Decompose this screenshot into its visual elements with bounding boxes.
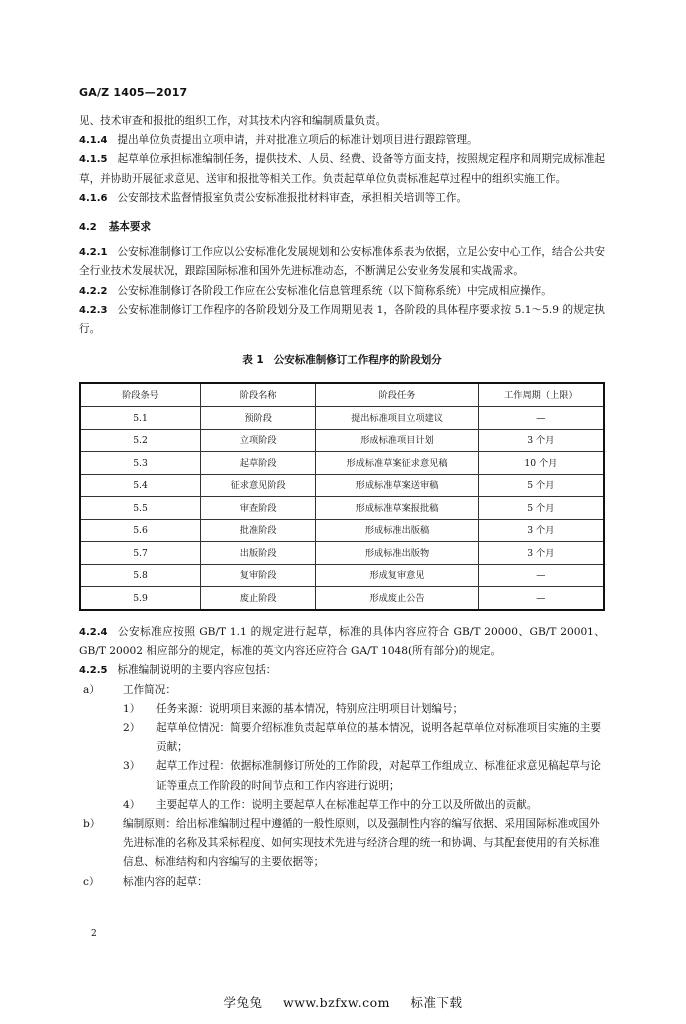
page-number: 2 xyxy=(91,929,97,939)
table-row xyxy=(80,497,604,520)
list-item xyxy=(79,681,605,700)
table-row xyxy=(80,452,604,475)
clause-number: 4.2.1 xyxy=(79,247,108,259)
table-cell: 3 个月 xyxy=(478,429,604,452)
table-cell: 出版阶段 xyxy=(201,542,316,565)
clause-4-1-5 xyxy=(79,150,605,188)
clause-number: 4.1.5 xyxy=(79,154,108,166)
table-row xyxy=(80,542,604,565)
clause-4-2-1 xyxy=(79,243,605,281)
watermark-footer xyxy=(0,993,686,1011)
clause-4-2-5 xyxy=(79,661,605,680)
clause-4-2-2 xyxy=(79,282,605,301)
list-item xyxy=(79,700,605,719)
table-cell: 复审阶段 xyxy=(201,564,316,587)
table-row xyxy=(80,429,604,452)
table-row xyxy=(80,587,604,610)
table-cell: 5.8 xyxy=(80,564,201,587)
table-cell: 批准阶段 xyxy=(201,519,316,542)
table-cell: 形成废止公告 xyxy=(316,587,478,610)
table-cell: 5 个月 xyxy=(478,474,604,497)
table-cell: 10 个月 xyxy=(478,452,604,475)
list-item-text: 主要起草人的工作：说明主要起草人在标准起草工作中的分工以及所做出的贡献。 xyxy=(156,798,538,811)
clause-text: 公安标准制修订工作程序的各阶段划分及工作周期见表 1，各阶段的具体程序要求按 5.1～5.9 的规定执行。 xyxy=(79,303,605,336)
table-cell: 起草阶段 xyxy=(201,452,316,475)
list-marker: b） xyxy=(83,817,101,830)
section-number: 4.2 xyxy=(79,222,97,234)
list-item-text: 起草单位情况：简要介绍标准负责起草单位的基本情况，说明各起草单位对标准项目实施的主要贡献； xyxy=(156,721,601,754)
table-cell: 3 个月 xyxy=(478,519,604,542)
clause-text: 起草单位承担标准编制任务，提供技术、人员、经费、设备等方面支持，按照规定程序和周期完成标准起草，并协助开展征求意见、送审和报批等相关工作。负责起草单位负责标准起草过程中的组织实施工作。 xyxy=(79,153,605,185)
table-cell: 3 个月 xyxy=(478,542,604,565)
clause-4-1-4 xyxy=(79,131,605,150)
list-marker: c） xyxy=(83,875,100,888)
table-cell: — xyxy=(478,587,604,610)
list-item xyxy=(79,815,605,873)
table-cell: 5.1 xyxy=(80,407,201,430)
clause-text: 提出单位负责提出立项申请，并对批准立项后的标准计划项目进行跟踪管理。 xyxy=(117,134,478,147)
table-row xyxy=(80,519,604,542)
stage-table xyxy=(79,382,605,611)
table-cell: 废止阶段 xyxy=(201,587,316,610)
list-item xyxy=(79,796,605,815)
header-cell-stage-name: 阶段名称 xyxy=(201,383,316,407)
table-cell: — xyxy=(478,407,604,430)
table-cell: 形成标准草案报批稿 xyxy=(316,497,478,520)
document-body xyxy=(79,112,605,892)
table-cell: 形成标准草案征求意见稿 xyxy=(316,452,478,475)
clause-text: 公安部技术监督情报室负责公安标准报批材料审查，承担相关培训等工作。 xyxy=(117,191,468,204)
explanation-content-list xyxy=(79,681,605,892)
table-cell: 5.4 xyxy=(80,474,201,497)
paragraph-text: 见、技术审查和报批的组织工作，对其技术内容和编制质量负责。 xyxy=(79,115,387,127)
table-cell: 5.2 xyxy=(80,429,201,452)
section-title: 基本要求 xyxy=(108,221,152,234)
table-cell: 形成复审意见 xyxy=(316,564,478,587)
table-cell: 提出标准项目立项建议 xyxy=(316,407,478,430)
table-row xyxy=(80,474,604,497)
list-marker: a） xyxy=(83,683,100,696)
table-number: 表 1 xyxy=(242,354,264,367)
section-heading-4-2 xyxy=(79,218,605,237)
list-item xyxy=(79,873,605,892)
list-marker: 4） xyxy=(123,798,141,811)
table-caption xyxy=(79,351,605,370)
table-row xyxy=(80,407,604,430)
list-item-text: 编制原则：给出标准编制过程中遵循的一般性原则，以及强制性内容的编写依据、采用国际标准或国外先进标准的名称及其采标程度、如何实现技术先进与经济合理的统一和协调、与其配套使用的有关标准信息、标准结构和内容编写的主要依据等； xyxy=(123,817,600,869)
clause-number: 4.1.6 xyxy=(79,192,108,204)
document-code-header: GA/Z 1405—2017 xyxy=(79,86,188,99)
footer-site-name: 学兔兔 xyxy=(223,995,263,1010)
footer-url: www.bzfxw.com xyxy=(283,995,390,1010)
list-marker: 2） xyxy=(123,721,141,734)
table-cell: 5.7 xyxy=(80,542,201,565)
table-header-row xyxy=(80,383,604,407)
table-cell: 审查阶段 xyxy=(201,497,316,520)
table-cell: 5.5 xyxy=(80,497,201,520)
table-cell: 形成标准出版物 xyxy=(316,542,478,565)
clause-4-2-4 xyxy=(79,623,605,661)
list-item xyxy=(79,719,605,757)
clause-text: 公安标准制修订各阶段工作应在公安标准化信息管理系统（以下简称系统）中完成相应操作。 xyxy=(117,284,552,297)
header-cell-stage-task: 阶段任务 xyxy=(316,383,478,407)
footer-slogan: 标准下载 xyxy=(410,995,463,1010)
table-cell: 预阶段 xyxy=(201,407,316,430)
clause-4-2-3 xyxy=(79,301,605,339)
list-marker: 1） xyxy=(123,702,141,715)
table-cell: 征求意见阶段 xyxy=(201,474,316,497)
list-item-text: 工作简况： xyxy=(123,683,176,696)
clause-number: 4.2.5 xyxy=(79,665,108,677)
clause-number: 4.2.3 xyxy=(79,304,108,316)
table-title: 公安标准制修订工作程序的阶段划分 xyxy=(273,354,442,367)
list-item-text: 任务来源：说明项目来源的基本情况，特别应注明项目计划编号； xyxy=(156,702,464,715)
clause-4-1-6 xyxy=(79,189,605,208)
table-cell: — xyxy=(478,564,604,587)
table-cell: 5.9 xyxy=(80,587,201,610)
clause-text: 公安标准制修订工作应以公安标准化发展规划和公安标准体系表为依据，立足公安中心工作，结合公共安全行业技术发展状况，跟踪国际标准和国外先进标准动态，不断满足公安业务发展和实战需求。 xyxy=(79,246,605,278)
clause-number: 4.1.4 xyxy=(79,135,108,147)
clause-number: 4.2.2 xyxy=(79,285,108,297)
list-item-text: 标准内容的起草： xyxy=(123,875,208,888)
table-row xyxy=(80,564,604,587)
clause-text: 公安标准应按照 GB/T 1.1 的规定进行起草，标准的具体内容应符合 GB/T 20000、GB/T 20001、GB/T 20002 相应部分的规定，标准的英文内容还应符合 GA/T 1048(所有部分)的规定。 xyxy=(79,625,605,658)
header-cell-stage-number: 阶段条号 xyxy=(80,383,201,407)
paragraph-continued xyxy=(79,112,605,131)
table-cell: 5 个月 xyxy=(478,497,604,520)
header-cell-work-period: 工作周期（上限） xyxy=(478,383,604,407)
list-item xyxy=(79,757,605,795)
table-cell: 立项阶段 xyxy=(201,429,316,452)
table-cell: 形成标准出版稿 xyxy=(316,519,478,542)
clause-text: 标准编制说明的主要内容应包括： xyxy=(117,664,277,677)
list-marker: 3） xyxy=(123,760,141,773)
table-cell: 5.6 xyxy=(80,519,201,542)
table-cell: 形成标准项目计划 xyxy=(316,429,478,452)
list-item-text: 起草工作过程：依据标准制修订所处的工作阶段，对起草工作组成立、标准征求意见稿起草与论证等重点工作阶段的时间节点和工作内容进行说明； xyxy=(156,760,601,792)
table-cell: 5.3 xyxy=(80,452,201,475)
table-cell: 形成标准草案送审稿 xyxy=(316,474,478,497)
clause-number: 4.2.4 xyxy=(79,626,108,638)
